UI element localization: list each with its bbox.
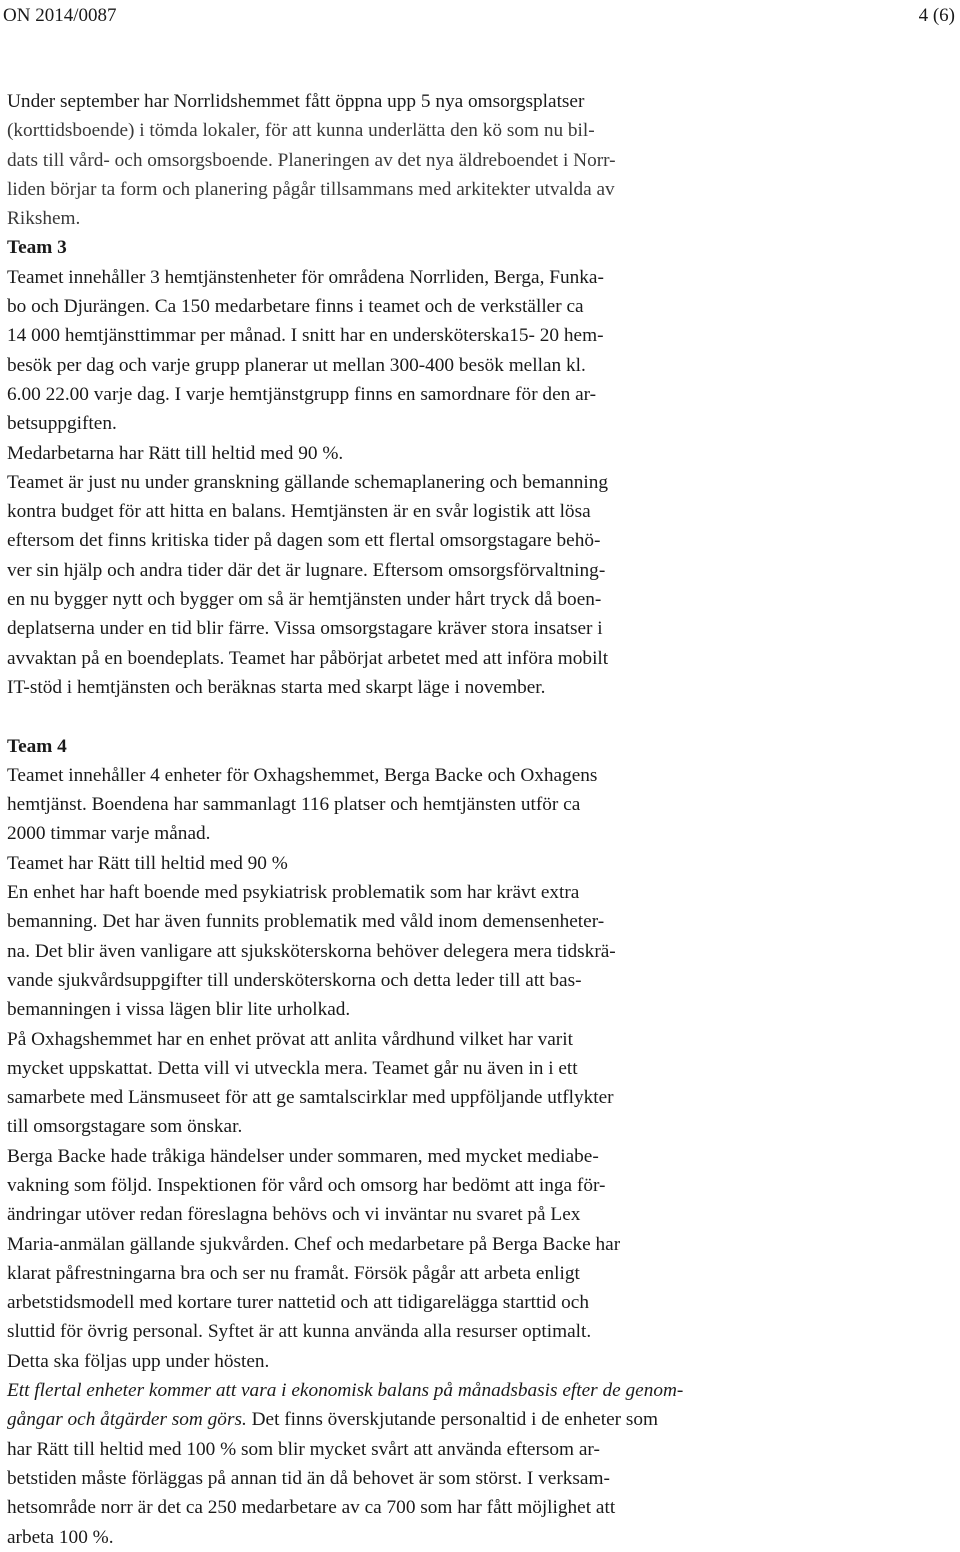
section-heading-team-4: Team 4 [7,735,67,757]
text-line: Medarbetarna har Rätt till heltid med 90 %. [7,442,344,464]
document-body [7,87,955,1552]
page-header [0,0,960,40]
text-line: till omsorgstagare som önskar. [7,1116,243,1138]
text-line: Berga Backe hade tråkiga händelser under sommaren, med mycket mediabe- [7,1145,599,1167]
italic-text-fragment: gångar och åtgärder som görs. [7,1409,247,1431]
text-line: Maria-anmälan gällande sjukvården. Chef och medarbetare på Berga Backe har [7,1233,621,1255]
text-line: mycket uppskattat. Detta vill vi utveckla mera. Teamet går nu även in i ett [7,1057,578,1079]
text-line: Teamet är just nu under granskning gällande schemaplanering och bemanning [7,471,608,493]
text-line: betsuppgiften. [7,413,117,435]
text-line: deplatserna under en tid blir färre. Vissa omsorgstagare kräver stora insatser i [7,618,603,640]
text-line: vakning som följd. Inspektionen för vård och omsorg har bedömt att inga för- [7,1174,606,1196]
text-line: dats till vård- och omsorgsboende. Planeringen av det nya äldreboendet i Norr- [7,149,616,171]
text-line: (korttidsboende) i tömda lokaler, för att kunna underlätta den kö som nu bil- [7,120,595,142]
text-line: Detta ska följas upp under hösten. [7,1350,270,1372]
document-id: ON 2014/0087 [3,5,117,26]
text-line: Under september har Norrlidshemmet fått öppna upp 5 nya omsorgsplatser [7,91,585,112]
text-line: besök per dag och varje grupp planerar ut mellan 300-400 besök mellan kl. [7,354,586,376]
page-number: 4 (6) [918,5,955,26]
text-line: 2000 timmar varje månad. [7,823,211,845]
text-line: 6.00 22.00 varje dag. I varje hemtjänstgrupp finns en samordnare för den ar- [7,383,597,405]
text-line: Teamet har Rätt till heltid med 90 % [7,852,288,874]
text-line: bemanningen i vissa lägen blir lite urholkad. [7,999,351,1021]
text-line: arbetstidsmodell med kortare turer nattetid och att tidigarelägga starttid och [7,1292,589,1314]
text-line: arbeta 100 %. [7,1526,114,1548]
text-line: betstiden måste förläggas på annan tid än då behovet är som störst. I verksam- [7,1467,610,1489]
text-line: På Oxhagshemmet har en enhet prövat att anlita vårdhund vilket har varit [7,1028,573,1050]
section-heading-team-3: Team 3 [7,237,67,259]
text-line: eftersom det finns kritiska tider på dagen som ett flertal omsorgstagare behö- [7,530,601,552]
blank-line [7,702,955,731]
text-line: Teamet innehåller 4 enheter för Oxhagshemmet, Berga Backe och Oxhagens [7,764,598,786]
text-line: Teamet innehåller 3 hemtjänstenheter för områdena Norrliden, Berga, Funka- [7,266,604,288]
text-line: ändringar utöver redan föreslagna behövs och vi inväntar nu svaret på Lex [7,1204,581,1226]
text-line: samarbete med Länsmuseet för att ge samtalscirklar med uppföljande utflykter [7,1087,614,1109]
text-line: bemanning. Det har även funnits problematik med våld inom demensenheter- [7,911,605,933]
text-line: bo och Djurängen. Ca 150 medarbetare finns i teamet och de verkställer ca [7,296,584,318]
text-line: Rikshem. [7,208,81,230]
text-line: ver sin hjälp och andra tider där det är lugnare. Eftersom omsorgsförvaltning- [7,559,606,581]
text-line: har Rätt till heltid med 100 % som blir mycket svårt att använda eftersom ar- [7,1438,600,1460]
text-line: sluttid för övrig personal. Syftet är att kunna använda alla resurser optimalt. [7,1321,592,1343]
text-line: kontra budget för att hitta en balans. Hemtjänsten är en svår logistik att lösa [7,501,591,523]
text-line: en nu bygger nytt och bygger om så är hemtjänsten under hårt tryck då boen- [7,589,602,611]
text-line: IT-stöd i hemtjänsten och beräknas starta med skarpt läge i november. [7,676,546,698]
italic-text-line: Ett flertal enheter kommer att vara i ekonomisk balans på månadsbasis efter de genom- [7,1380,684,1402]
text-line: 14 000 hemtjänsttimmar per månad. I snitt har en undersköterska15- 20 hem- [7,325,604,347]
text-line: En enhet har haft boende med psykiatrisk problematik som har krävt extra [7,882,580,904]
text-line: klarat påfrestningarna bra och ser nu framåt. Försök pågår att arbeta enligt [7,1262,580,1284]
text-line: hetsområde norr är det ca 250 medarbetare av ca 700 som har fått möjlighet att [7,1497,616,1519]
text-fragment: Det finns överskjutande personaltid i de enheter som [246,1409,659,1431]
text-line: liden börjar ta form och planering pågår tillsammans med arkitekter utvalda av [7,178,615,200]
text-line: hemtjänst. Boendena har sammanlagt 116 platser och hemtjänsten utför ca [7,794,581,816]
text-line: na. Det blir även vanligare att sjuksköterskorna behöver delegera mera tidskrä- [7,940,616,962]
mixed-text-line [7,1405,955,1434]
text-line: avvaktan på en boendeplats. Teamet har påbörjat arbetet med att införa mobilt [7,647,609,669]
text-line: vande sjukvårdsuppgifter till undersköterskorna och detta leder till att bas- [7,969,582,991]
